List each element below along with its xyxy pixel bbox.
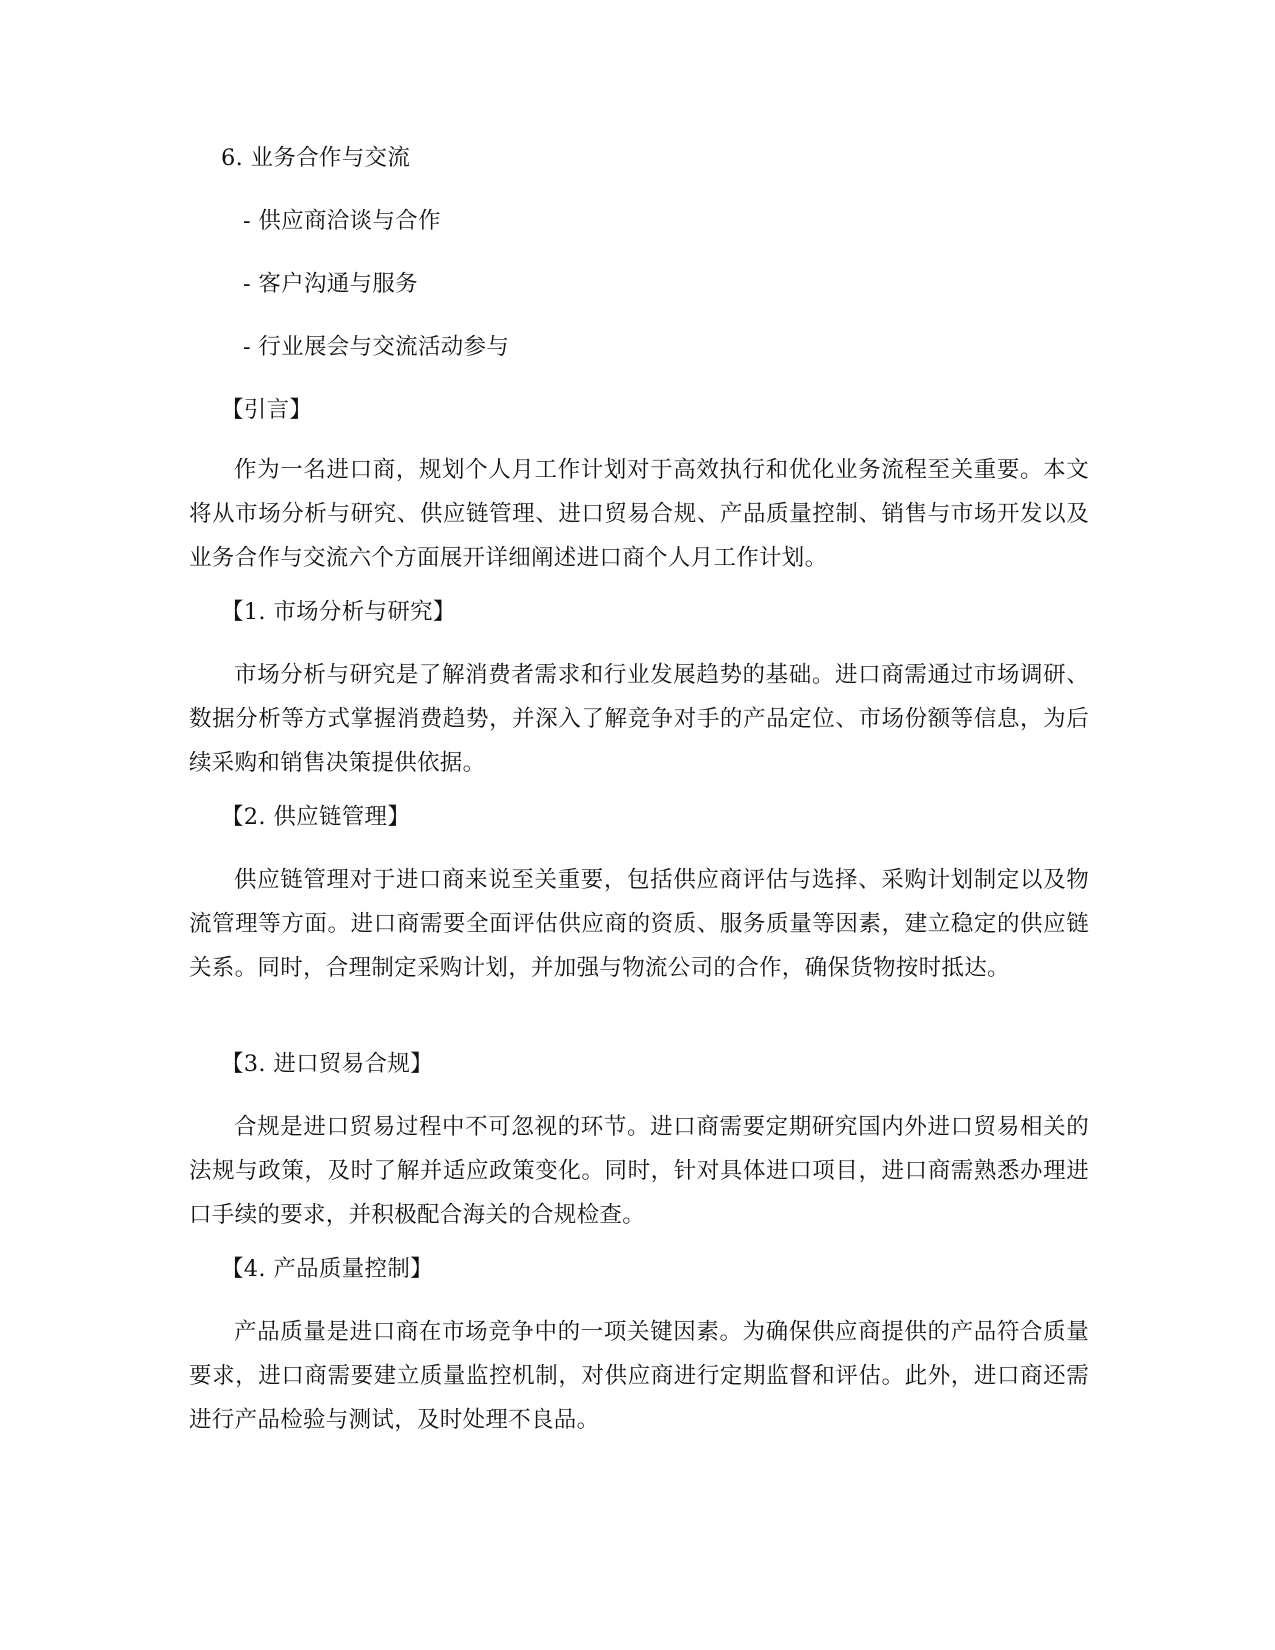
section-paragraph: [189, 1105, 1089, 1237]
section-paragraph: [189, 1310, 1089, 1442]
intro-body: 作为一名进口商，规划个人月工作计划对于高效执行和优化业务流程至关重要。本文将从市场分析与研究、供应链管理、进口贸易合规、产品质量控制、销售与市场开发以及业务合作与交流六个方面展开详细阐述进口商个人月工作计划。: [189, 457, 1089, 571]
outline-item: - 客户沟通与服务: [243, 271, 418, 297]
section-heading: 【1. 市场分析与研究】: [221, 599, 456, 625]
section-heading: 【3. 进口贸易合规】: [221, 1051, 433, 1077]
section-paragraph: [189, 858, 1089, 990]
outline-heading: 6. 业务合作与交流: [221, 145, 411, 171]
outline-item: - 供应商洽谈与合作: [243, 208, 441, 234]
section-body: 市场分析与研究是了解消费者需求和行业发展趋势的基础。进口商需通过市场调研、数据分析等方式掌握消费趋势，并深入了解竞争对手的产品定位、市场份额等信息，为后续采购和销售决策提供依据。: [189, 662, 1089, 776]
section-body: 合规是进口贸易过程中不可忽视的环节。进口商需要定期研究国内外进口贸易相关的法规与政策，及时了解并适应政策变化。同时，针对具体进口项目，进口商需熟悉办理进口手续的要求，并积极配合海关的合规检查。: [189, 1114, 1089, 1228]
intro-paragraph: [189, 448, 1089, 580]
section-body: 产品质量是进口商在市场竞争中的一项关键因素。为确保供应商提供的产品符合质量要求，进口商需要建立质量监控机制，对供应商进行定期监督和评估。此外，进口商还需进行产品检验与测试，及时处理不良品。: [189, 1319, 1089, 1433]
section-heading: 【2. 供应链管理】: [221, 804, 411, 830]
section-paragraph: [189, 653, 1089, 785]
outline-item: - 行业展会与交流活动参与: [243, 334, 510, 360]
section-heading: 【4. 产品质量控制】: [221, 1256, 433, 1282]
section-body: 供应链管理对于进口商来说至关重要，包括供应商评估与选择、采购计划制定以及物流管理等方面。进口商需要全面评估供应商的资质、服务质量等因素，建立稳定的供应链关系。同时，合理制定采购计划，并加强与物流公司的合作，确保货物按时抵达。: [189, 867, 1089, 981]
intro-heading: 【引言】: [221, 397, 313, 423]
